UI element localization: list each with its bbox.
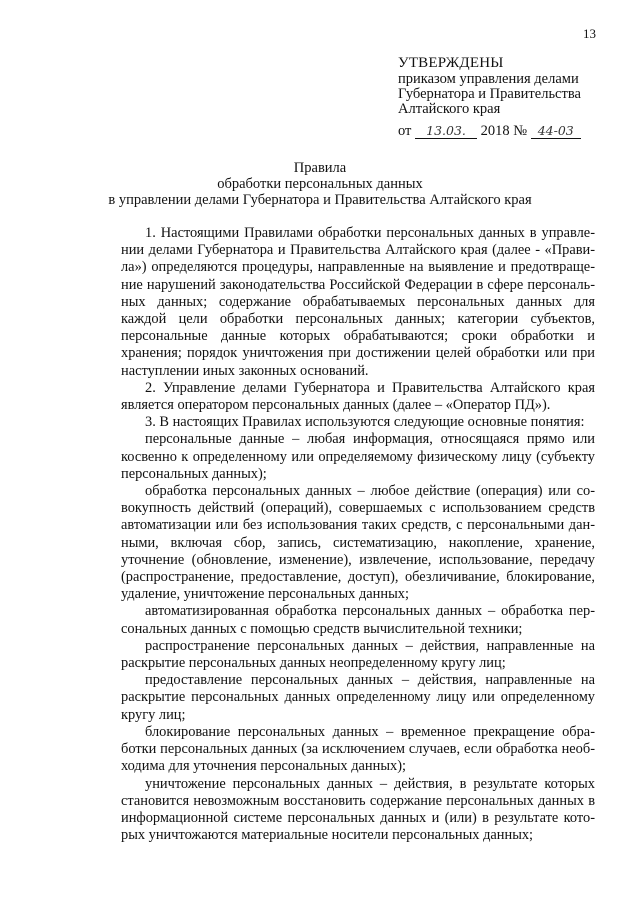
- definition-automated-processing: автоматизированная обработка персональных данных – обработка персональных данных с помощью средств вычислительной техники;: [121, 603, 595, 637]
- paragraph-1: 1. Настоящими Правилами обработки персональных данных в управлении делами Губернатора и Правительства Алтайского края (далее - «Правила») определяются процедуры, направленные на выявление и предотвращение нарушений законодательства Российской Федерации в сфере персональных данных; содержание обрабатываемых персональных данных для каждой цели обработки персональных данных; категории субъектов, персональные данные которых обрабатываются; сроки обработки и хранения; порядок уничтожения при достижении целей обработки или при наступлении иных законных оснований.: [121, 225, 595, 379]
- date-prefix: от: [398, 123, 412, 139]
- approval-line-3: Алтайского края: [398, 101, 501, 117]
- definition-processing: обработка персональных данных – любое действие (операция) или совокупность действий (операций), совершаемых с использованием средств автоматизации или без использования таких средств, с персональными данными, включая сбор, запись, систематизацию, накопление, хранение, уточнение (обновление, изменение), извлечение, использование, передачу (распространение, предоставление, доступ), обезличивание, блокирование, удаление, уничтожение персональных данных;: [121, 483, 595, 603]
- approval-line-1: приказом управления делами: [398, 71, 579, 87]
- definition-provision: предоставление персональных данных – действия, направленные на раскрытие персональных данных определенному лицу или определенному кругу лиц;: [121, 672, 595, 723]
- document-body: [121, 225, 595, 844]
- definition-blocking: блокирование персональных данных – временное прекращение обработки персональных данных (за исключением случаев, если обработка необходима для уточнения персональных данных);: [121, 723, 595, 775]
- definition-distribution: распространение персональных данных – действия, направленные на раскрытие персональных данных неопределенному кругу лиц;: [121, 637, 595, 672]
- year-and-number-label: 2018 №: [480, 123, 528, 139]
- approval-block: [398, 56, 608, 139]
- approval-date-line: [398, 123, 608, 139]
- page-number: 13: [583, 26, 596, 41]
- document-title: [0, 160, 640, 208]
- definition-personal-data: персональные данные – любая информация, относящаяся прямо или косвенно к определенному или определяемому физическому лицу (субъекту персональных данных);: [121, 431, 595, 482]
- paragraph-3: 3. В настоящих Правилах используются следующие основные понятия:: [145, 414, 585, 431]
- paragraph-2: 2. Управление делами Губернатора и Правительства Алтайского края является оператором персональных данных (далее – «Оператор ПД»).: [121, 379, 595, 414]
- approval-heading: УТВЕРЖДЕНЫ: [398, 55, 504, 71]
- approval-line-2: Губернатора и Правительства: [398, 86, 581, 102]
- title-line-3: в управлении делами Губернатора и Правительства Алтайского края: [108, 192, 532, 208]
- definition-destruction: уничтожение персональных данных – действия, в результате которых становится невозможным восстановить содержание персональных данных в информационной системе персональных данных и (или) в результате которых уничтожаются материальные носители персональных данных;: [121, 775, 595, 844]
- handwritten-date: 13.03.: [415, 123, 477, 139]
- handwritten-number: 44-03: [531, 123, 581, 139]
- title-line-2: обработки персональных данных: [217, 176, 423, 192]
- title-line-1: Правила: [293, 160, 347, 176]
